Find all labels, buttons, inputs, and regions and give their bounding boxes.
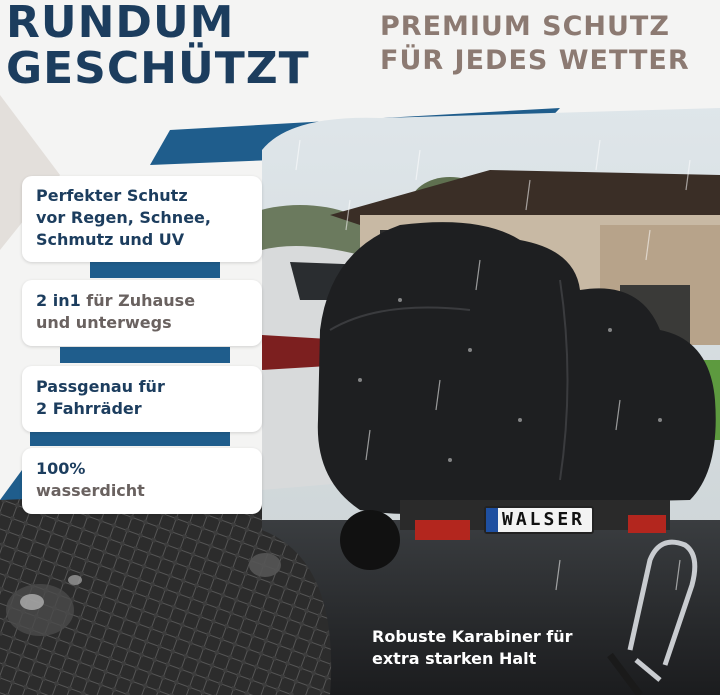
- feature-text: Perfekter Schutz: [36, 186, 188, 205]
- headline: [6, 0, 310, 92]
- license-plate: [484, 506, 594, 534]
- license-plate-text: WALSER: [502, 509, 586, 530]
- headline-line1: RUNDUM: [6, 0, 235, 48]
- subheadline-line1: PREMIUM SCHUTZ: [380, 11, 670, 42]
- feature-light-text: und unterwegs: [36, 313, 172, 332]
- carabiner-caption: [372, 626, 573, 670]
- subheadline-line2: FÜR JEDES WETTER: [380, 45, 690, 76]
- feature-card-fit: [22, 366, 262, 432]
- eu-band-icon: [486, 508, 498, 532]
- feature-card-protection: [22, 176, 262, 262]
- headline-line2: GESCHÜTZT: [6, 43, 310, 94]
- feature-light-text: wasserdicht: [36, 481, 145, 500]
- feature-text: [36, 290, 248, 312]
- feature-text: 2 Fahrräder: [36, 399, 142, 418]
- feature-strong-text: 2 in1: [36, 291, 81, 310]
- caption-line2: extra starken Halt: [372, 649, 537, 668]
- feature-light-text: für Zuhause: [80, 291, 196, 310]
- feature-card-waterproof: [22, 448, 262, 514]
- feature-card-2in1: [22, 280, 262, 346]
- feature-text: Schmutz und UV: [36, 230, 185, 249]
- feature-text: vor Regen, Schnee,: [36, 208, 211, 227]
- feature-text: Passgenau für: [36, 377, 165, 396]
- caption-line1: Robuste Karabiner für: [372, 627, 573, 646]
- feature-strong-text: 100%: [36, 459, 86, 478]
- subheadline: [380, 10, 690, 78]
